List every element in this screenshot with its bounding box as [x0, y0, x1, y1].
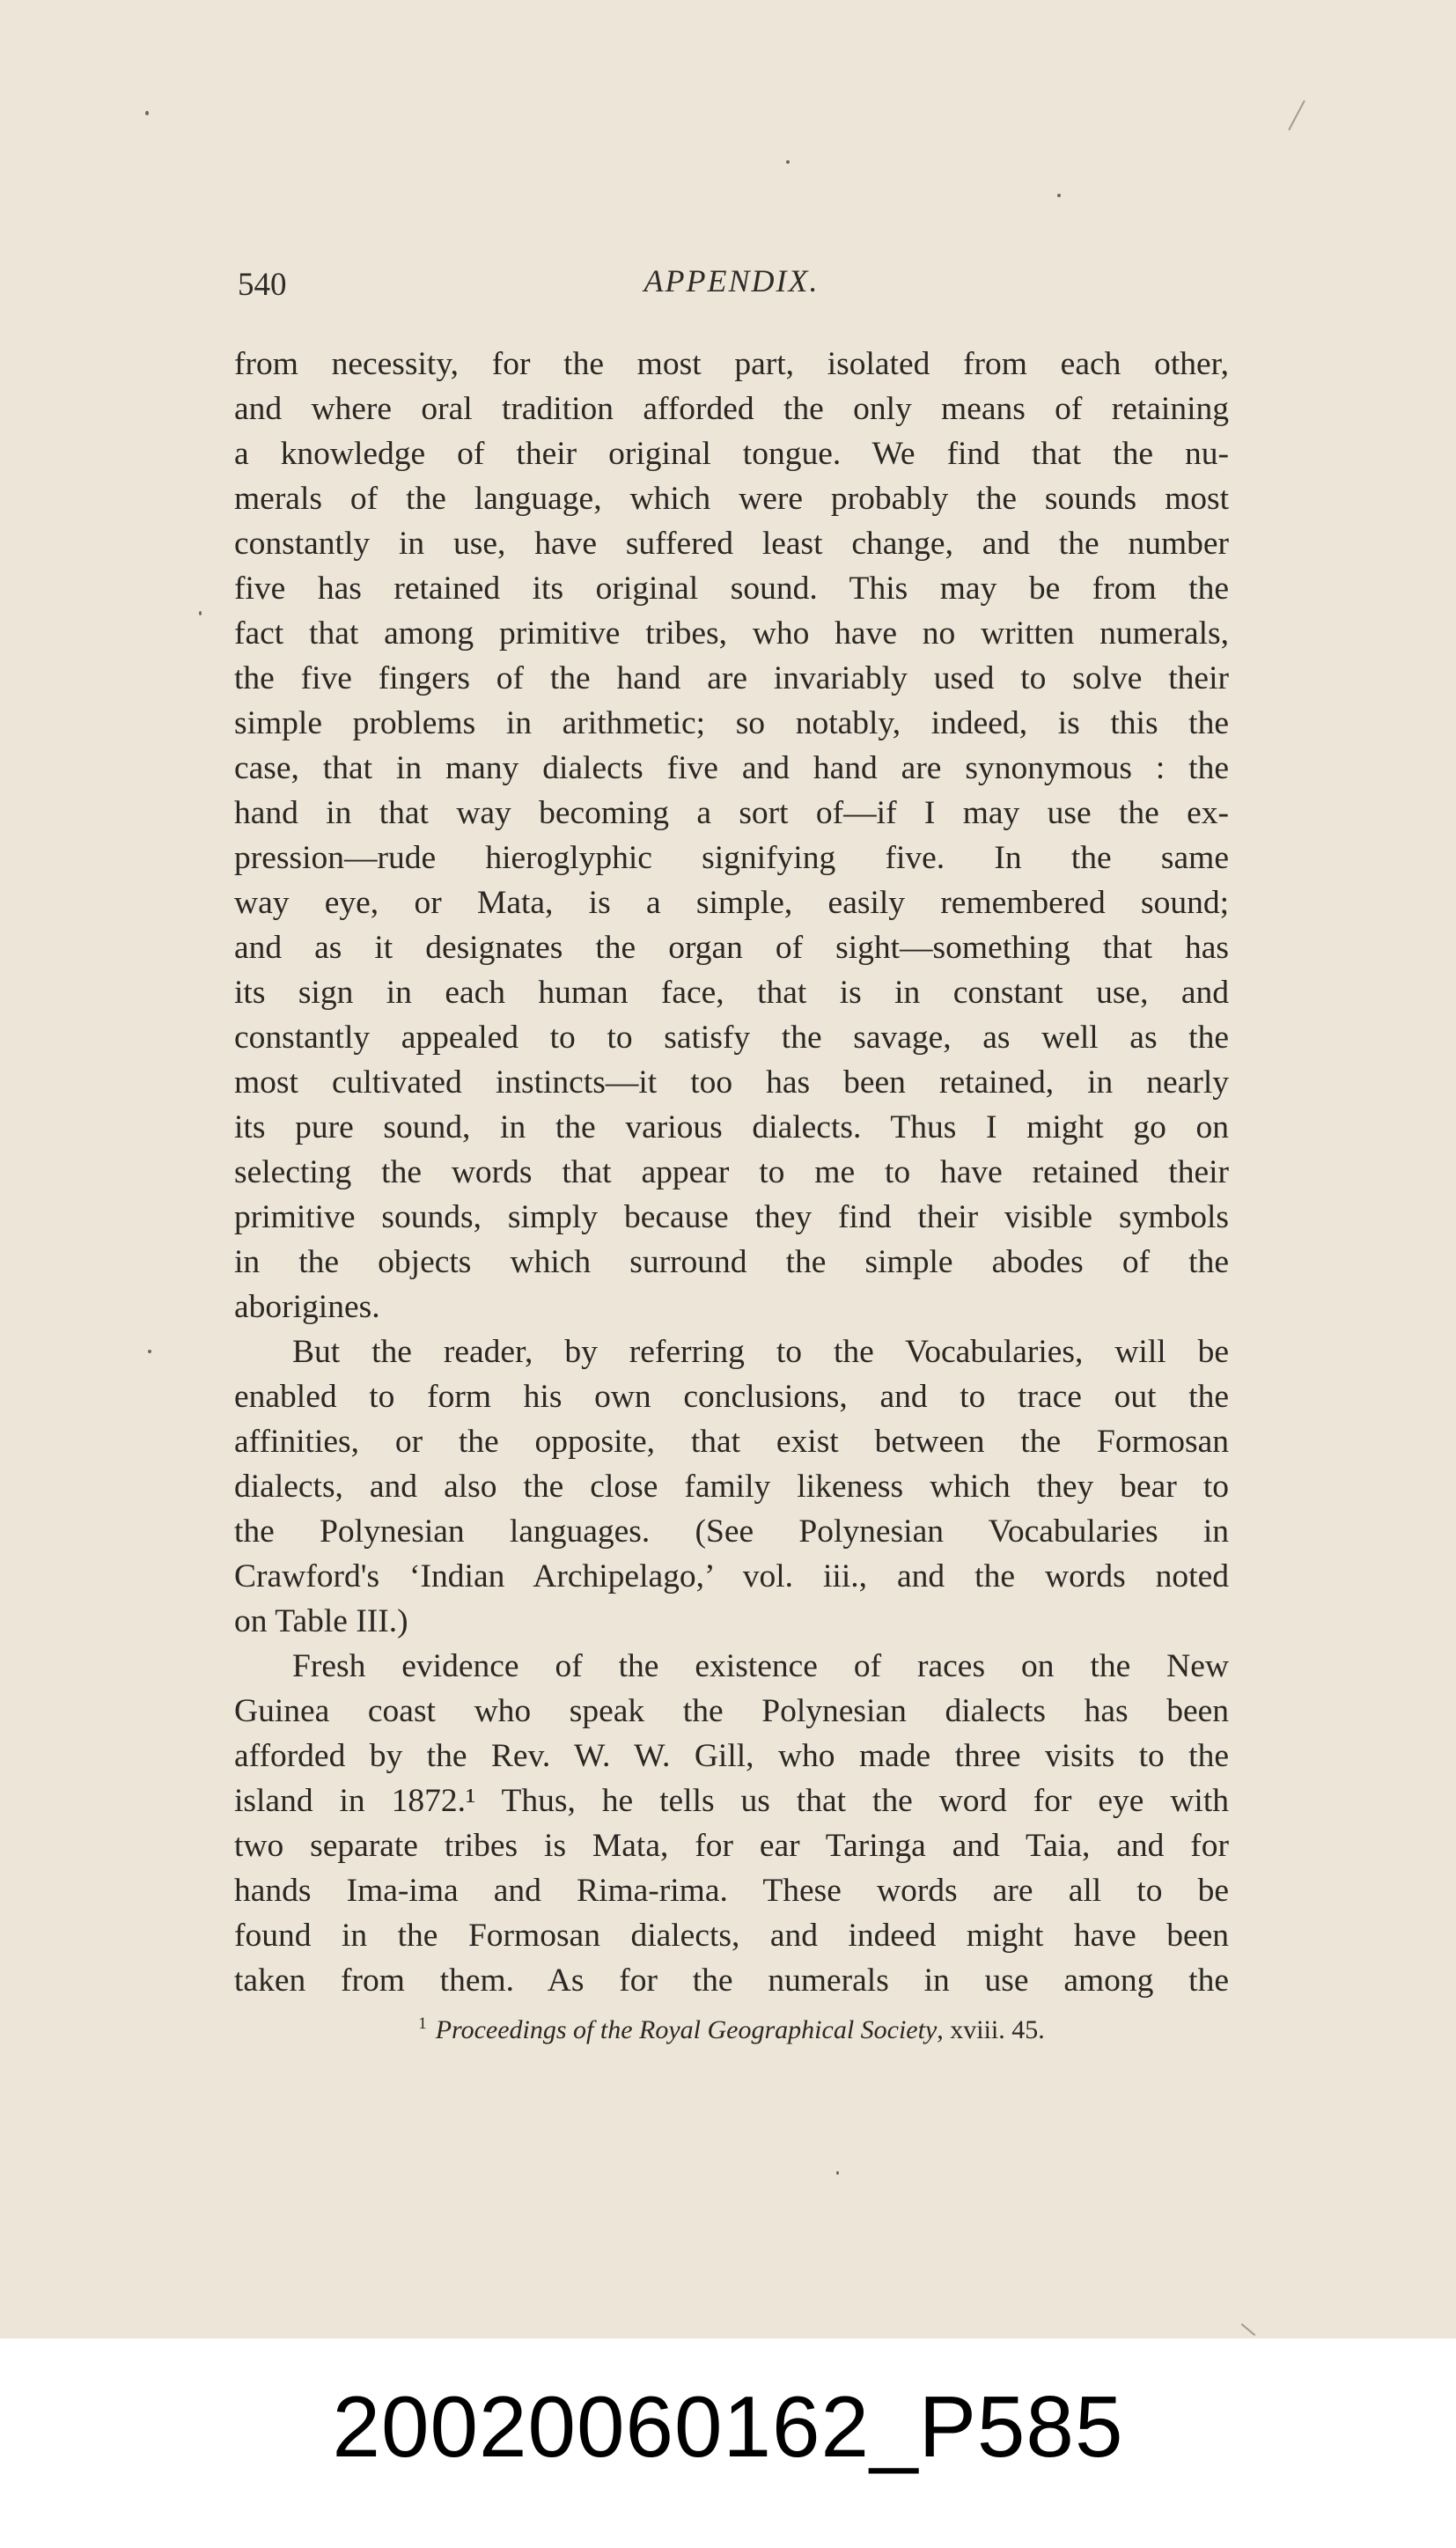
- paragraph-start-line: But the reader, by referring to the Vocabularies, will be: [292, 1334, 1229, 1370]
- paper-scratch: [1288, 100, 1305, 130]
- text-line: aborigines.: [234, 1289, 380, 1325]
- text-line: affinities, or the opposite, that exist between the Formosan: [234, 1424, 1229, 1460]
- dust-speck: [1057, 194, 1061, 197]
- text-line: five has retained its original sound. This may be from the: [234, 571, 1229, 607]
- dust-speck: [145, 111, 149, 115]
- text-line: merals of the language, which were probably the sounds most: [234, 481, 1229, 517]
- text-line: the five fingers of the hand are invariably used to solve their: [234, 660, 1229, 696]
- text-line: on Table III.): [234, 1603, 408, 1639]
- footnote-title: Proceedings of the Royal Geographical Society: [435, 2015, 938, 2044]
- paper-scratch: [1241, 2323, 1256, 2336]
- page-number: 540: [238, 267, 287, 303]
- text-line: the Polynesian languages. (See Polynesian Vocabularies in: [234, 1513, 1229, 1550]
- text-line: enabled to form his own conclusions, and to trace out the: [234, 1379, 1229, 1415]
- text-line: from necessity, for the most part, isolated from each other,: [234, 346, 1229, 382]
- page-header: [234, 262, 1229, 306]
- text-line: hands Ima-ima and Rima-rima. These words are all to be: [234, 1873, 1229, 1909]
- text-line: fact that among primitive tribes, who have no written numerals,: [234, 615, 1229, 652]
- text-line: way eye, or Mata, is a simple, easily remembered sound;: [234, 885, 1229, 921]
- text-line: constantly appealed to to satisfy the savage, as well as the: [234, 1020, 1229, 1056]
- text-line: primitive sounds, simply because they find their visible symbols: [234, 1199, 1229, 1235]
- footnote: [234, 2014, 1229, 2045]
- text-line: Guinea coast who speak the Polynesian dialects has been: [234, 1693, 1229, 1729]
- catalog-id: 20020060162_P585: [332, 2378, 1124, 2475]
- text-line: in the objects which surround the simple abodes of the: [234, 1244, 1229, 1280]
- text-line: dialects, and also the close family likeness which they bear to: [234, 1469, 1229, 1505]
- text-line: hand in that way becoming a sort of—if I may use the ex-: [234, 795, 1229, 831]
- dust-speck: [836, 2171, 839, 2175]
- text-line: two separate tribes is Mata, for ear Taringa and Taia, and for: [234, 1828, 1229, 1864]
- dust-speck: [148, 1350, 151, 1353]
- paragraph-start-line: Fresh evidence of the existence of races on the New: [292, 1648, 1229, 1684]
- text-line: island in 1872.¹ Thus, he tells us that the word for eye with: [234, 1783, 1229, 1819]
- dust-speck: [199, 611, 202, 615]
- text-line: a knowledge of their original tongue. We find that the nu-: [234, 436, 1229, 472]
- footnote-marker: 1: [418, 2014, 427, 2033]
- text-line: found in the Formosan dialects, and indeed might have been: [234, 1918, 1229, 1954]
- text-line: simple problems in arithmetic; so notably, indeed, is this the: [234, 705, 1229, 741]
- text-line: and as it designates the organ of sight—something that has: [234, 930, 1229, 966]
- text-line: pression—rude hieroglyphic signifying five. In the same: [234, 840, 1229, 876]
- text-line: selecting the words that appear to me to have retained their: [234, 1154, 1229, 1190]
- text-line: case, that in many dialects five and hand are synonymous : the: [234, 750, 1229, 786]
- text-line: and where oral tradition afforded the only means of retaining: [234, 391, 1229, 427]
- body-text: [234, 342, 1229, 2003]
- text-line: its sign in each human face, that is in constant use, and: [234, 975, 1229, 1011]
- text-line: its pure sound, in the various dialects. Thus I might go on: [234, 1109, 1229, 1145]
- text-line: Crawford's ‘Indian Archipelago,’ vol. iii., and the words noted: [234, 1558, 1229, 1594]
- text-line: taken from them. As for the numerals in use among the: [234, 1963, 1229, 1999]
- dust-speck: [786, 160, 790, 164]
- text-line: afforded by the Rev. W. W. Gill, who made three visits to the: [234, 1738, 1229, 1774]
- text-line: most cultivated instincts—it too has been retained, in nearly: [234, 1064, 1229, 1101]
- running-head: APPENDIX.: [643, 263, 820, 298]
- text-line: constantly in use, have suffered least change, and the number: [234, 526, 1229, 562]
- footnote-citation: , xviii. 45.: [937, 2015, 1045, 2044]
